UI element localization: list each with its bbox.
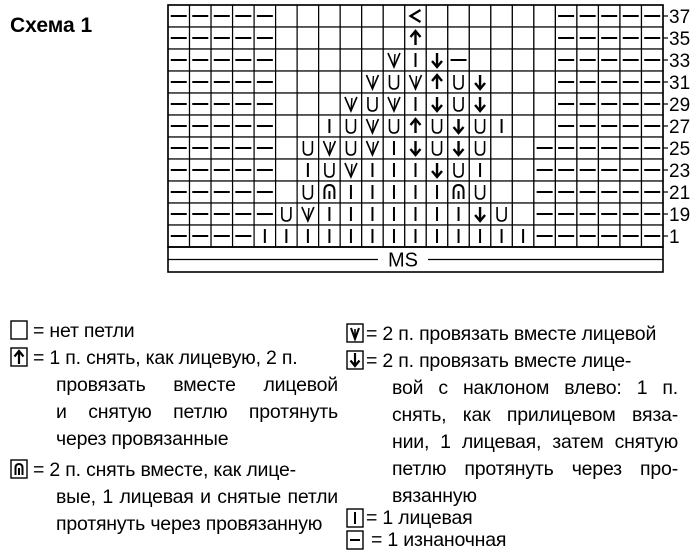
legend-arrow-down-line-5: петлю протянуть через про- — [392, 458, 678, 480]
purl-cell — [598, 181, 620, 203]
no-stitch-cell — [512, 159, 534, 181]
no-stitch-cell — [340, 71, 362, 93]
no-stitch-cell — [512, 93, 534, 115]
purl-cell — [211, 49, 233, 71]
purl-cell — [211, 93, 233, 115]
knit-cell — [362, 181, 384, 203]
purl-cell — [620, 159, 642, 181]
knit-cell — [319, 225, 341, 247]
purl-cell — [190, 159, 212, 181]
no-stitch-cell — [362, 27, 384, 49]
no-stitch-cell — [340, 27, 362, 49]
purl-cell — [598, 71, 620, 93]
legend-arrow-up-line-4: через провязанные — [56, 428, 229, 450]
purl-cell — [211, 115, 233, 137]
no-stitch-cell — [362, 49, 384, 71]
purl-cell — [233, 225, 255, 247]
legend-arrow-down-line-1: = 2 п. провязать вместе лице- — [366, 350, 632, 372]
purl-cell — [598, 93, 620, 115]
k2tog-cell — [340, 159, 362, 181]
legend-arrow-up-line-1: = 1 п. снять, как лицевую, 2 п. — [33, 347, 298, 369]
knit-cell — [426, 225, 448, 247]
purl-cell — [555, 137, 577, 159]
no-stitch-cell — [297, 93, 319, 115]
no-stitch-cell — [512, 5, 534, 27]
purl-cell — [577, 181, 599, 203]
ms-label: MS — [388, 249, 418, 272]
k2tog-cell — [383, 93, 405, 115]
purl-cell — [168, 5, 190, 27]
purl-cell — [598, 49, 620, 71]
purl-cell — [555, 203, 577, 225]
no-stitch-icon — [10, 320, 28, 340]
purl-cell — [254, 181, 276, 203]
knit-cell — [362, 225, 384, 247]
purl-cell — [598, 203, 620, 225]
knit-cell — [383, 137, 405, 159]
purl-cell — [641, 181, 663, 203]
purl-cell — [534, 225, 556, 247]
purl-icon — [346, 530, 364, 550]
purl-cell — [233, 93, 255, 115]
no-stitch-cell — [512, 181, 534, 203]
purl-cell — [620, 181, 642, 203]
arrow-down-cell — [469, 93, 491, 115]
row-number-label: 19 — [669, 205, 691, 226]
no-stitch-cell — [491, 71, 513, 93]
legend-no-stitch-text: = нет петли — [33, 320, 135, 342]
purl-cell — [233, 71, 255, 93]
purl-cell — [211, 159, 233, 181]
purl-cell — [555, 115, 577, 137]
no-stitch-cell — [319, 49, 341, 71]
no-stitch-cell — [512, 49, 534, 71]
chart-title: Схема 1 — [10, 14, 93, 37]
row-number-label: 23 — [669, 161, 691, 182]
purl-cell — [620, 93, 642, 115]
no-stitch-cell — [469, 5, 491, 27]
arrow-down-cell — [469, 203, 491, 225]
knit-cell — [426, 181, 448, 203]
purl-cell — [555, 159, 577, 181]
yarn-over-cell — [469, 137, 491, 159]
no-stitch-cell — [276, 71, 298, 93]
knit-cell — [362, 159, 384, 181]
no-stitch-cell — [319, 27, 341, 49]
purl-cell — [598, 137, 620, 159]
purl-cell — [233, 49, 255, 71]
no-stitch-cell — [297, 115, 319, 137]
arrow-down-cell — [426, 49, 448, 71]
knit-cell — [383, 159, 405, 181]
purl-cell — [534, 159, 556, 181]
purl-cell — [211, 5, 233, 27]
k2tog-cell — [340, 93, 362, 115]
no-stitch-cell — [319, 5, 341, 27]
purl-cell — [168, 137, 190, 159]
purl-cell — [577, 5, 599, 27]
legend-arrow-up-line-3: и снятую петлю протянуть — [56, 401, 338, 423]
purl-cell — [168, 203, 190, 225]
knit-cell — [469, 159, 491, 181]
no-stitch-cell — [534, 27, 556, 49]
knit-cell — [340, 203, 362, 225]
no-stitch-cell — [297, 71, 319, 93]
purl-cell — [555, 49, 577, 71]
purl-cell — [211, 225, 233, 247]
purl-cell — [534, 203, 556, 225]
legend-k2tog-text: = 2 п. провязать вместе лицевой — [366, 323, 657, 345]
no-stitch-cell — [512, 137, 534, 159]
yarn-over-cell — [448, 159, 470, 181]
yarn-over-cell — [340, 115, 362, 137]
purl-cell — [168, 93, 190, 115]
purl-cell — [190, 49, 212, 71]
knit-cell — [405, 181, 427, 203]
arrow-down-cell — [469, 71, 491, 93]
no-stitch-cell — [512, 27, 534, 49]
knit-cell — [383, 225, 405, 247]
knit-cell — [297, 225, 319, 247]
ms-strip — [168, 247, 663, 272]
purl-cell — [577, 71, 599, 93]
purl-cell — [254, 115, 276, 137]
no-stitch-cell — [319, 71, 341, 93]
purl-cell — [577, 49, 599, 71]
purl-cell — [233, 115, 255, 137]
yarn-over-cell — [469, 115, 491, 137]
knit-cell — [405, 93, 427, 115]
purl-cell — [211, 181, 233, 203]
purl-cell — [620, 137, 642, 159]
purl-cell — [641, 93, 663, 115]
yarn-over-cell — [319, 159, 341, 181]
purl-cell — [598, 225, 620, 247]
no-stitch-cell — [426, 5, 448, 27]
no-stitch-cell — [362, 5, 384, 27]
arrow-up-cell — [405, 27, 427, 49]
arrow-up-cell — [426, 71, 448, 93]
arrow-down-icon — [346, 350, 364, 370]
no-stitch-cell — [534, 93, 556, 115]
knit-cell — [405, 49, 427, 71]
yarn-over-cell — [340, 137, 362, 159]
arrow-down-cell — [448, 137, 470, 159]
yarn-over-cell — [383, 115, 405, 137]
purl-cell — [641, 203, 663, 225]
purl-cell — [233, 5, 255, 27]
no-stitch-cell — [276, 93, 298, 115]
purl-cell — [211, 27, 233, 49]
purl-cell — [598, 5, 620, 27]
knit-cell — [405, 225, 427, 247]
no-stitch-cell — [297, 27, 319, 49]
arch-cell — [448, 181, 470, 203]
no-stitch-cell — [512, 115, 534, 137]
purl-cell — [577, 27, 599, 49]
row-number-label: 21 — [669, 183, 691, 204]
purl-cell — [254, 27, 276, 49]
k2tog-cell — [383, 49, 405, 71]
legend-arch-line-1: = 2 п. снять вместе, как лице- — [33, 459, 296, 481]
no-stitch-cell — [491, 5, 513, 27]
purl-cell — [233, 137, 255, 159]
no-stitch-cell — [319, 93, 341, 115]
purl-cell — [620, 27, 642, 49]
no-stitch-cell — [534, 49, 556, 71]
legend-arrow-down-line-2: вой с наклоном влево: 1 п. — [392, 377, 678, 399]
purl-cell — [190, 5, 212, 27]
row-number-label: 31 — [669, 73, 691, 94]
no-stitch-cell — [491, 137, 513, 159]
purl-cell — [577, 203, 599, 225]
knit-cell — [405, 159, 427, 181]
purl-cell — [190, 93, 212, 115]
purl-cell — [190, 115, 212, 137]
purl-cell — [254, 203, 276, 225]
purl-cell — [577, 115, 599, 137]
purl-cell — [620, 203, 642, 225]
k2tog-icon — [346, 323, 364, 343]
k2tog-cell — [297, 203, 319, 225]
knit-cell — [297, 159, 319, 181]
purl-cell — [168, 115, 190, 137]
purl-cell — [641, 115, 663, 137]
no-stitch-cell — [534, 115, 556, 137]
purl-cell — [168, 49, 190, 71]
knit-cell — [276, 225, 298, 247]
purl-cell — [448, 49, 470, 71]
knit-cell — [383, 181, 405, 203]
purl-cell — [555, 181, 577, 203]
no-stitch-cell — [512, 203, 534, 225]
decrease-mark-cell — [405, 5, 427, 27]
purl-cell — [620, 5, 642, 27]
purl-cell — [620, 71, 642, 93]
yarn-over-cell — [426, 137, 448, 159]
purl-cell — [211, 203, 233, 225]
purl-cell — [620, 49, 642, 71]
legend-arrow-down-line-6: вязанную — [392, 485, 477, 507]
knit-cell — [340, 225, 362, 247]
chart-grid — [168, 5, 663, 247]
arrow-down-cell — [426, 93, 448, 115]
legend-arch-line-2: вые, 1 лицевая и снятые петли — [56, 486, 338, 508]
yarn-over-cell — [276, 203, 298, 225]
purl-cell — [577, 137, 599, 159]
knit-cell — [448, 203, 470, 225]
purl-cell — [254, 137, 276, 159]
row-numbers — [663, 7, 690, 248]
knit-cell — [319, 115, 341, 137]
purl-cell — [577, 225, 599, 247]
knit-icon — [346, 508, 364, 528]
row-number-label: 33 — [669, 51, 691, 72]
purl-cell — [641, 159, 663, 181]
no-stitch-cell — [491, 27, 513, 49]
no-stitch-cell — [340, 49, 362, 71]
no-stitch-cell — [276, 159, 298, 181]
no-stitch-cell — [491, 159, 513, 181]
k2tog-cell — [362, 137, 384, 159]
purl-cell — [641, 49, 663, 71]
purl-cell — [555, 5, 577, 27]
no-stitch-cell — [469, 27, 491, 49]
purl-cell — [641, 137, 663, 159]
purl-cell — [254, 5, 276, 27]
arrow-up-cell — [405, 115, 427, 137]
no-stitch-cell — [276, 49, 298, 71]
knit-cell — [340, 181, 362, 203]
no-stitch-cell — [534, 71, 556, 93]
purl-cell — [190, 27, 212, 49]
purl-cell — [190, 225, 212, 247]
purl-cell — [641, 71, 663, 93]
no-stitch-cell — [276, 181, 298, 203]
no-stitch-cell — [426, 27, 448, 49]
knit-cell — [362, 203, 384, 225]
purl-cell — [598, 27, 620, 49]
purl-cell — [577, 93, 599, 115]
purl-cell — [233, 27, 255, 49]
arrow-down-cell — [448, 115, 470, 137]
yarn-over-cell — [448, 93, 470, 115]
yarn-over-cell — [426, 115, 448, 137]
no-stitch-cell — [276, 27, 298, 49]
knit-cell — [254, 225, 276, 247]
purl-cell — [598, 115, 620, 137]
arrow-up-icon — [10, 347, 28, 367]
purl-cell — [555, 71, 577, 93]
k2tog-cell — [319, 137, 341, 159]
arrow-down-cell — [405, 137, 427, 159]
purl-cell — [254, 93, 276, 115]
knit-cell — [469, 225, 491, 247]
no-stitch-cell — [340, 5, 362, 27]
no-stitch-cell — [383, 27, 405, 49]
no-stitch-cell — [491, 49, 513, 71]
purl-cell — [190, 71, 212, 93]
purl-cell — [168, 71, 190, 93]
purl-cell — [254, 49, 276, 71]
yarn-over-cell — [362, 93, 384, 115]
knit-cell — [491, 115, 513, 137]
no-stitch-cell — [512, 71, 534, 93]
yarn-over-cell — [383, 71, 405, 93]
purl-cell — [555, 93, 577, 115]
knit-cell — [512, 225, 534, 247]
row-number-label: 35 — [669, 29, 691, 50]
purl-cell — [555, 27, 577, 49]
k2tog-cell — [362, 71, 384, 93]
row-number-label: 37 — [669, 7, 691, 28]
purl-cell — [168, 181, 190, 203]
row-number-label: 29 — [669, 95, 691, 116]
no-stitch-cell — [448, 5, 470, 27]
no-stitch-cell — [448, 27, 470, 49]
purl-cell — [534, 181, 556, 203]
purl-cell — [211, 71, 233, 93]
no-stitch-cell — [469, 49, 491, 71]
legend-arrow-down-line-4: нии, 1 лицевая, затем снятую — [392, 431, 678, 453]
purl-cell — [233, 181, 255, 203]
purl-cell — [577, 159, 599, 181]
purl-cell — [190, 181, 212, 203]
arch-icon — [10, 459, 28, 479]
yarn-over-cell — [297, 137, 319, 159]
legend-arrow-down-line-3: снять, как прилицевом вяза- — [392, 404, 678, 426]
knit-cell — [405, 203, 427, 225]
purl-cell — [211, 137, 233, 159]
no-stitch-cell — [276, 115, 298, 137]
purl-cell — [254, 159, 276, 181]
purl-cell — [254, 71, 276, 93]
k2tog-cell — [362, 115, 384, 137]
yarn-over-cell — [469, 181, 491, 203]
purl-cell — [168, 159, 190, 181]
no-stitch-cell — [491, 93, 513, 115]
knit-cell — [491, 225, 513, 247]
legend-knit-text: = 1 лицевая — [366, 507, 473, 529]
no-stitch-cell — [383, 5, 405, 27]
yarn-over-cell — [448, 71, 470, 93]
no-stitch-cell — [534, 5, 556, 27]
purl-cell — [641, 225, 663, 247]
legend-arch-line-3: протянуть через провязанную — [56, 513, 323, 535]
purl-cell — [233, 203, 255, 225]
row-number-label: 25 — [669, 139, 691, 160]
no-stitch-cell — [297, 5, 319, 27]
no-stitch-cell — [276, 5, 298, 27]
legend-arrow-up-line-2: провязать вместе лицевой — [56, 374, 338, 396]
purl-cell — [168, 27, 190, 49]
legend-purl-text: = 1 изнаночная — [371, 529, 507, 551]
arrow-down-cell — [426, 159, 448, 181]
row-number-label: 1 — [669, 227, 680, 248]
knit-cell — [319, 203, 341, 225]
purl-cell — [555, 225, 577, 247]
purl-cell — [233, 159, 255, 181]
yarn-over-cell — [491, 203, 513, 225]
purl-cell — [620, 225, 642, 247]
k2tog-cell — [405, 71, 427, 93]
arch-cell — [319, 181, 341, 203]
yarn-over-cell — [297, 181, 319, 203]
purl-cell — [641, 5, 663, 27]
knit-cell — [448, 225, 470, 247]
purl-cell — [620, 115, 642, 137]
purl-cell — [641, 27, 663, 49]
no-stitch-cell — [491, 181, 513, 203]
no-stitch-cell — [276, 137, 298, 159]
knit-cell — [383, 203, 405, 225]
purl-cell — [190, 137, 212, 159]
no-stitch-cell — [297, 49, 319, 71]
knit-cell — [426, 203, 448, 225]
purl-cell — [534, 137, 556, 159]
purl-cell — [190, 203, 212, 225]
row-number-label: 27 — [669, 117, 691, 138]
purl-cell — [168, 225, 190, 247]
purl-cell — [598, 159, 620, 181]
